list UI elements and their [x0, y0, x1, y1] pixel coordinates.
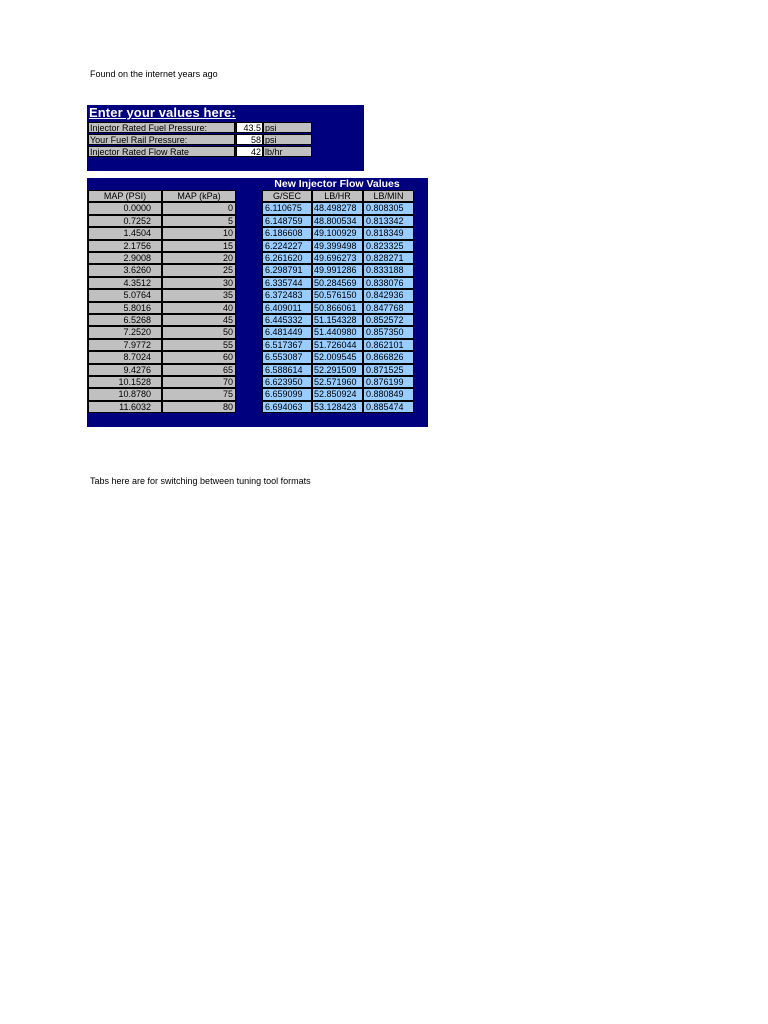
g-sec-cell: 6.553087 [262, 351, 312, 363]
map-psi-cell: 9.4276 [88, 364, 162, 376]
input-panel [87, 105, 364, 171]
g-sec-cell: 6.186608 [262, 227, 312, 239]
lb-min-cell: 0.847768 [363, 302, 414, 314]
source-note: Found on the internet years ago [90, 69, 218, 79]
map-kpa-cell: 10 [162, 227, 236, 239]
lb-min-cell: 0.823325 [363, 240, 414, 252]
map-kpa-cell: 0 [162, 202, 236, 214]
lb-min-cell: 0.862101 [363, 339, 414, 351]
lb-min-cell: 0.885474 [363, 401, 414, 413]
g-sec-cell: 6.372483 [262, 289, 312, 301]
g-sec-cell: 6.409011 [262, 302, 312, 314]
lb-hr-cell: 52.009545 [312, 351, 363, 363]
map-psi-cell: 2.1756 [88, 240, 162, 252]
g-sec-cell: 6.224227 [262, 240, 312, 252]
lb-hr-cell: 49.100929 [312, 227, 363, 239]
lb-hr-cell: 50.284569 [312, 277, 363, 289]
map-kpa-cell: 20 [162, 252, 236, 264]
g-sec-cell: 6.148759 [262, 215, 312, 227]
flow-table-title: New Injector Flow Values [274, 178, 400, 190]
lb-min-cell: 0.857350 [363, 326, 414, 338]
g-sec-cell: 6.517367 [262, 339, 312, 351]
map-psi-cell: 10.1528 [88, 376, 162, 388]
map-psi-cell: 5.8016 [88, 302, 162, 314]
lb-hr-cell: 52.571960 [312, 376, 363, 388]
map-kpa-cell: 5 [162, 215, 236, 227]
lb-min-cell: 0.852572 [363, 314, 414, 326]
lb-min-cell: 0.876199 [363, 376, 414, 388]
lb-min-cell: 0.833188 [363, 264, 414, 276]
lb-min-cell: 0.838076 [363, 277, 414, 289]
lb-hr-cell: 51.440980 [312, 326, 363, 338]
g-sec-cell: 6.298791 [262, 264, 312, 276]
map-psi-cell: 0.0000 [88, 202, 162, 214]
header-lb-hr: LB/HR [312, 190, 363, 202]
lb-hr-cell: 48.498278 [312, 202, 363, 214]
input-label: Your Fuel Rail Pressure: [88, 134, 235, 145]
input-value-field[interactable]: 42 [236, 146, 263, 157]
input-panel-title: Enter your values here: [89, 105, 236, 120]
lb-hr-cell: 51.726044 [312, 339, 363, 351]
map-kpa-cell: 30 [162, 277, 236, 289]
lb-hr-cell: 53.128423 [312, 401, 363, 413]
map-kpa-cell: 65 [162, 364, 236, 376]
lb-min-cell: 0.808305 [363, 202, 414, 214]
g-sec-cell: 6.623950 [262, 376, 312, 388]
map-psi-cell: 2.9008 [88, 252, 162, 264]
map-psi-cell: 6.5268 [88, 314, 162, 326]
lb-min-cell: 0.828271 [363, 252, 414, 264]
g-sec-cell: 6.588614 [262, 364, 312, 376]
map-psi-cell: 4.3512 [88, 277, 162, 289]
lb-min-cell: 0.818349 [363, 227, 414, 239]
map-kpa-cell: 40 [162, 302, 236, 314]
map-kpa-cell: 45 [162, 314, 236, 326]
lb-hr-cell: 49.399498 [312, 240, 363, 252]
map-psi-cell: 8.7024 [88, 351, 162, 363]
input-value-field[interactable]: 58 [236, 134, 263, 145]
g-sec-cell: 6.445332 [262, 314, 312, 326]
lb-hr-cell: 52.850924 [312, 388, 363, 400]
lb-min-cell: 0.813342 [363, 215, 414, 227]
header-map-kpa: MAP (kPa) [162, 190, 236, 202]
map-psi-cell: 11.6032 [88, 401, 162, 413]
lb-min-cell: 0.842936 [363, 289, 414, 301]
map-kpa-cell: 15 [162, 240, 236, 252]
input-label: Injector Rated Flow Rate [88, 146, 235, 157]
lb-min-cell: 0.871525 [363, 364, 414, 376]
lb-min-cell: 0.880849 [363, 388, 414, 400]
lb-min-cell: 0.866826 [363, 351, 414, 363]
map-psi-cell: 7.9772 [88, 339, 162, 351]
lb-hr-cell: 48.800534 [312, 215, 363, 227]
tabs-note: Tabs here are for switching between tuning tool formats [90, 476, 311, 486]
g-sec-cell: 6.659099 [262, 388, 312, 400]
input-unit: lb/hr [263, 146, 312, 157]
g-sec-cell: 6.335744 [262, 277, 312, 289]
g-sec-cell: 6.481449 [262, 326, 312, 338]
lb-hr-cell: 49.696273 [312, 252, 363, 264]
map-kpa-cell: 80 [162, 401, 236, 413]
input-unit: psi [263, 122, 312, 133]
lb-hr-cell: 50.576150 [312, 289, 363, 301]
g-sec-cell: 6.694063 [262, 401, 312, 413]
flow-table-panel [87, 178, 428, 427]
input-unit: psi [263, 134, 312, 145]
map-kpa-cell: 70 [162, 376, 236, 388]
map-kpa-cell: 55 [162, 339, 236, 351]
header-map-psi: MAP (PSI) [88, 190, 162, 202]
map-kpa-cell: 35 [162, 289, 236, 301]
map-psi-cell: 1.4504 [88, 227, 162, 239]
lb-hr-cell: 50.866061 [312, 302, 363, 314]
lb-hr-cell: 51.154328 [312, 314, 363, 326]
map-psi-cell: 7.2520 [88, 326, 162, 338]
header-g-sec: G/SEC [262, 190, 312, 202]
input-value-field[interactable]: 43.5 [236, 122, 263, 133]
map-kpa-cell: 75 [162, 388, 236, 400]
map-psi-cell: 0.7252 [88, 215, 162, 227]
header-lb-min: LB/MIN [363, 190, 414, 202]
map-psi-cell: 5.0764 [88, 289, 162, 301]
lb-hr-cell: 49.991286 [312, 264, 363, 276]
g-sec-cell: 6.261620 [262, 252, 312, 264]
lb-hr-cell: 52.291509 [312, 364, 363, 376]
map-kpa-cell: 60 [162, 351, 236, 363]
map-psi-cell: 10.8780 [88, 388, 162, 400]
map-kpa-cell: 25 [162, 264, 236, 276]
input-label: Injector Rated Fuel Pressure: [88, 122, 235, 133]
map-kpa-cell: 50 [162, 326, 236, 338]
map-psi-cell: 3.6260 [88, 264, 162, 276]
g-sec-cell: 6.110675 [262, 202, 312, 214]
